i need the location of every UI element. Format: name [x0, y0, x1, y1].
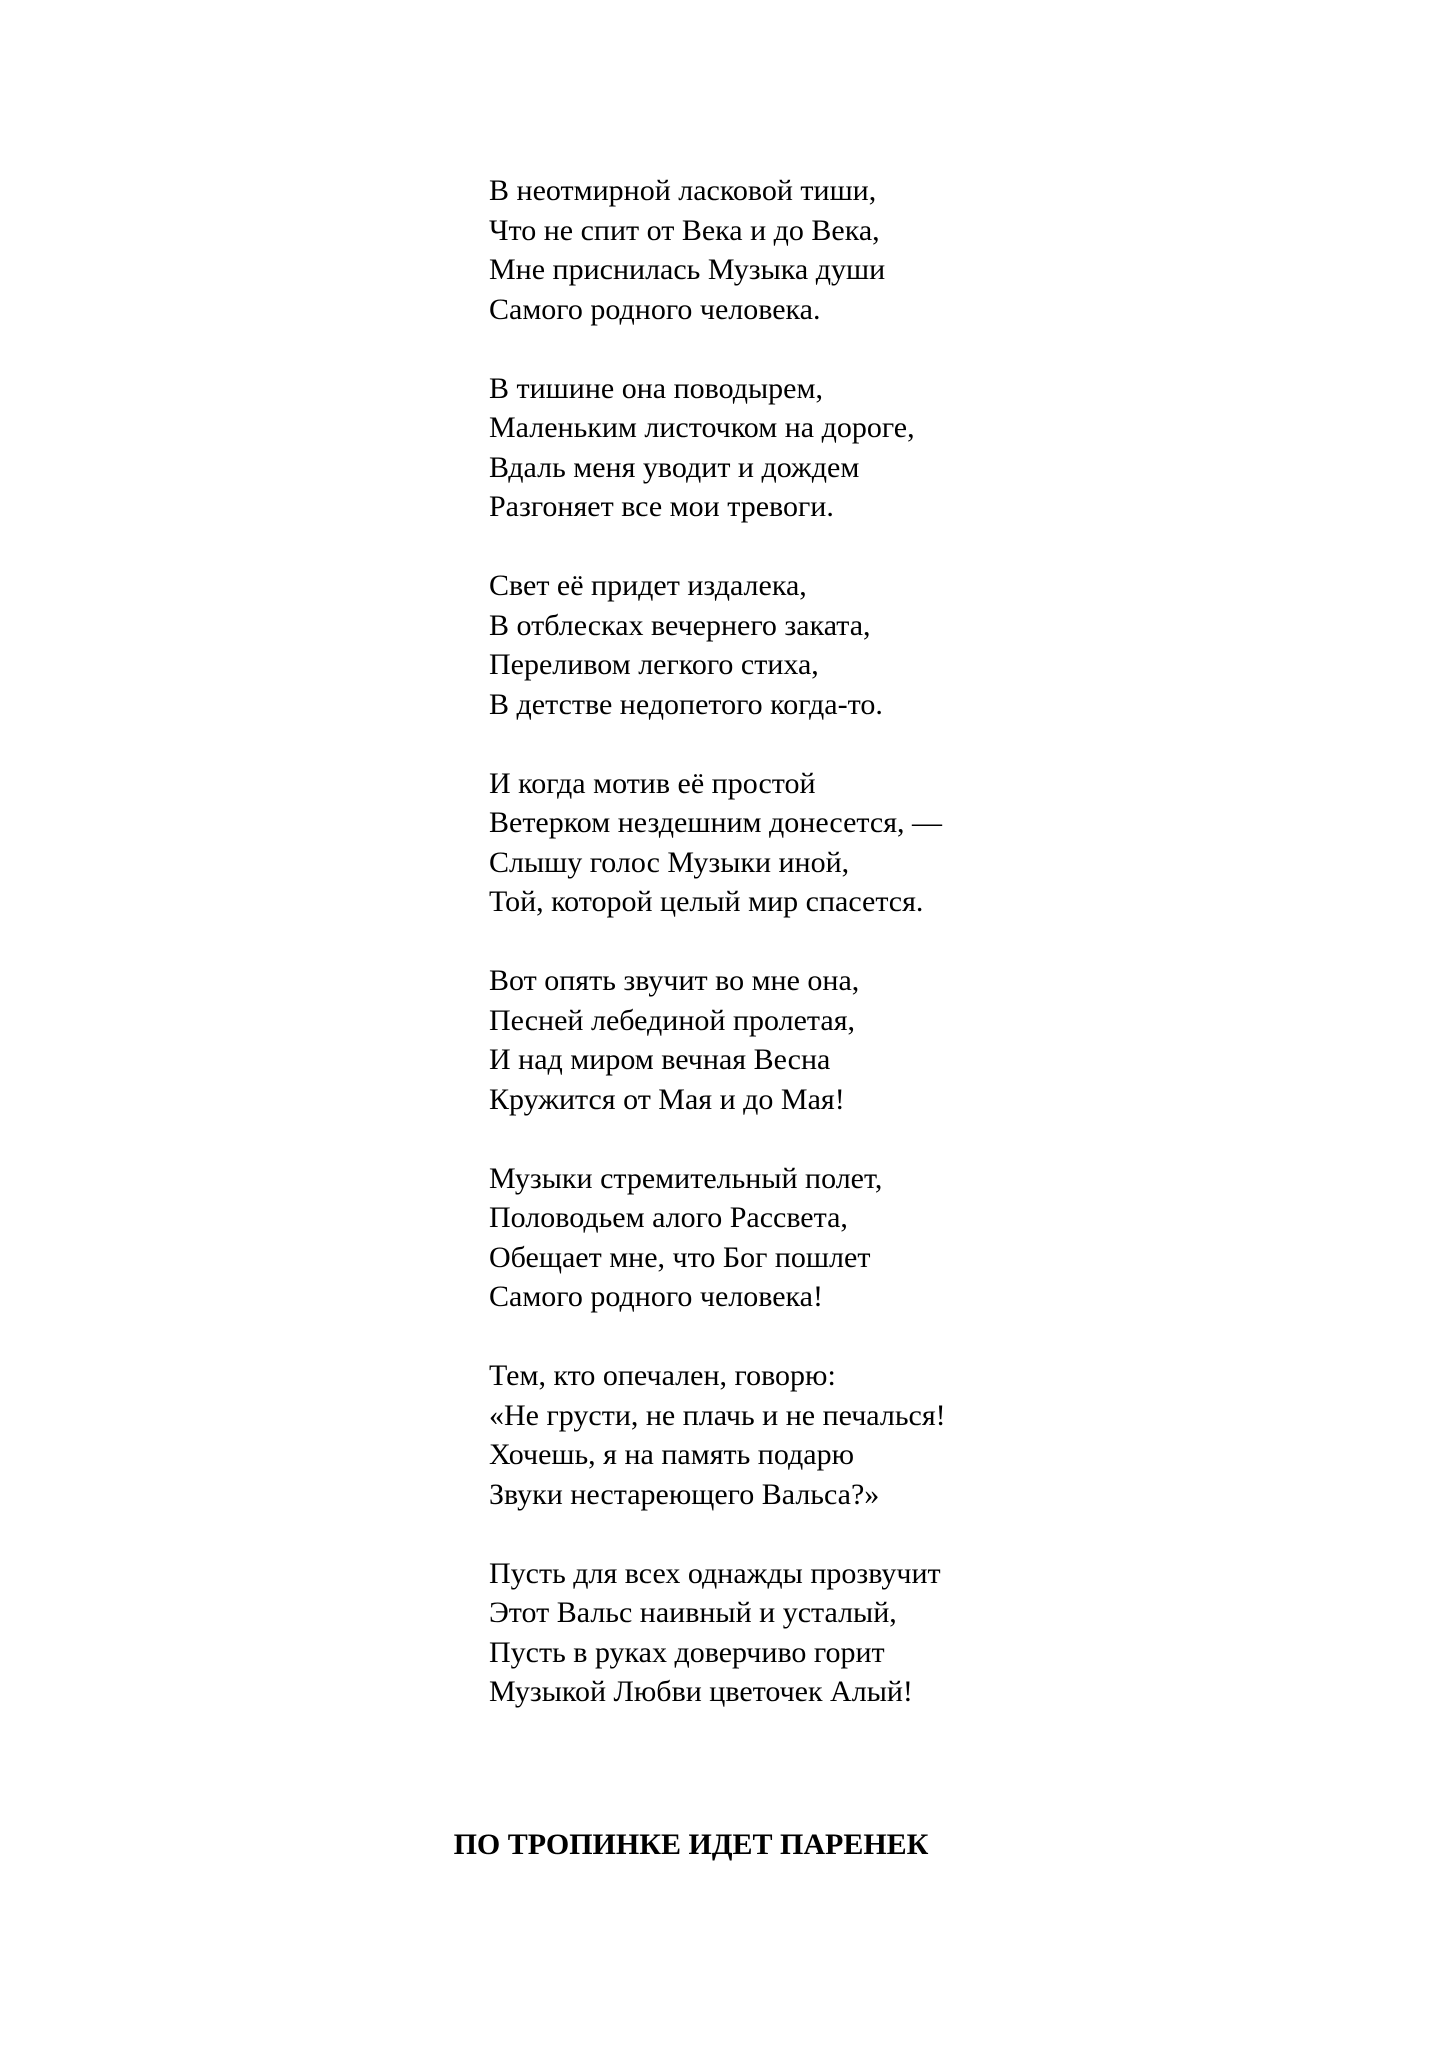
poem-line: Маленьким листочком на дороге,	[489, 411, 915, 444]
poem-line: Вдаль меня уводит и дождем	[489, 450, 860, 484]
poem-line: Самого родного человека!	[489, 1280, 823, 1313]
stanza	[489, 369, 946, 527]
poem-line: Самого родного человека.	[489, 292, 821, 326]
stanza	[489, 171, 946, 329]
poem-line: Что не спит от Века и до Века,	[489, 213, 880, 247]
poem-line: Обещает мне, что Бог пошлет	[489, 1240, 871, 1274]
poem-line: Ветерком нездешним донесется, —	[489, 806, 943, 839]
poem-line: Свет её придет издалека,	[489, 569, 807, 602]
stanza	[489, 566, 946, 724]
poem-line: Пусть для всех однажды прозвучит	[489, 1556, 941, 1590]
poem-line: Хочешь, я на память подарю	[489, 1438, 854, 1471]
poem-line: Половодьем алого Рассвета,	[489, 1201, 848, 1234]
poem-line: Вот опять звучит во мне она,	[489, 964, 860, 997]
poem-line: Тем, кто опечален, говорю:	[489, 1359, 836, 1392]
poem-line: Кружится от Мая и до Мая!	[489, 1082, 845, 1116]
poem	[489, 171, 946, 1751]
poem-line: Мне приснилась Музыка души	[489, 253, 886, 286]
poem-line: И над миром вечная Весна	[489, 1043, 831, 1076]
poem-line: Той, которой целый мир спасется.	[489, 885, 924, 918]
stanza	[489, 1356, 946, 1514]
next-poem-title: ПО ТРОПИНКЕ ИДЕТ ПАРЕНЕК	[453, 1828, 929, 1861]
poem-line: «Не грусти, не плачь и не печалься!	[489, 1398, 946, 1432]
poem-line: В неотмирной ласковой тиши,	[489, 174, 877, 207]
poem-line: И когда мотив её простой	[489, 766, 816, 800]
poem-line: Переливом легкого стиха,	[489, 648, 819, 681]
stanza	[489, 961, 946, 1119]
poem-line: Пусть в руках доверчиво горит	[489, 1635, 885, 1669]
poem-line: Музыкой Любви цветочек Алый!	[489, 1675, 913, 1708]
stanza	[489, 1159, 946, 1317]
poem-line: В отблесках вечернего заката,	[489, 608, 871, 642]
poem-line: Слышу голос Музыки иной,	[489, 845, 850, 879]
poem-line: Этот Вальс наивный и усталый,	[489, 1596, 897, 1629]
poem-line: Музыки стремительный полет,	[489, 1161, 883, 1195]
stanza	[489, 1554, 946, 1712]
poem-line: Звуки нестареющего Вальса?»	[489, 1477, 880, 1511]
poem-line: Разгоняет все мои тревоги.	[489, 490, 834, 523]
poem-line: Песней лебединой пролетая,	[489, 1003, 856, 1037]
poem-line: В детстве недопетого когда-то.	[489, 687, 883, 721]
stanza	[489, 764, 946, 922]
poem-line: В тишине она поводырем,	[489, 371, 823, 405]
